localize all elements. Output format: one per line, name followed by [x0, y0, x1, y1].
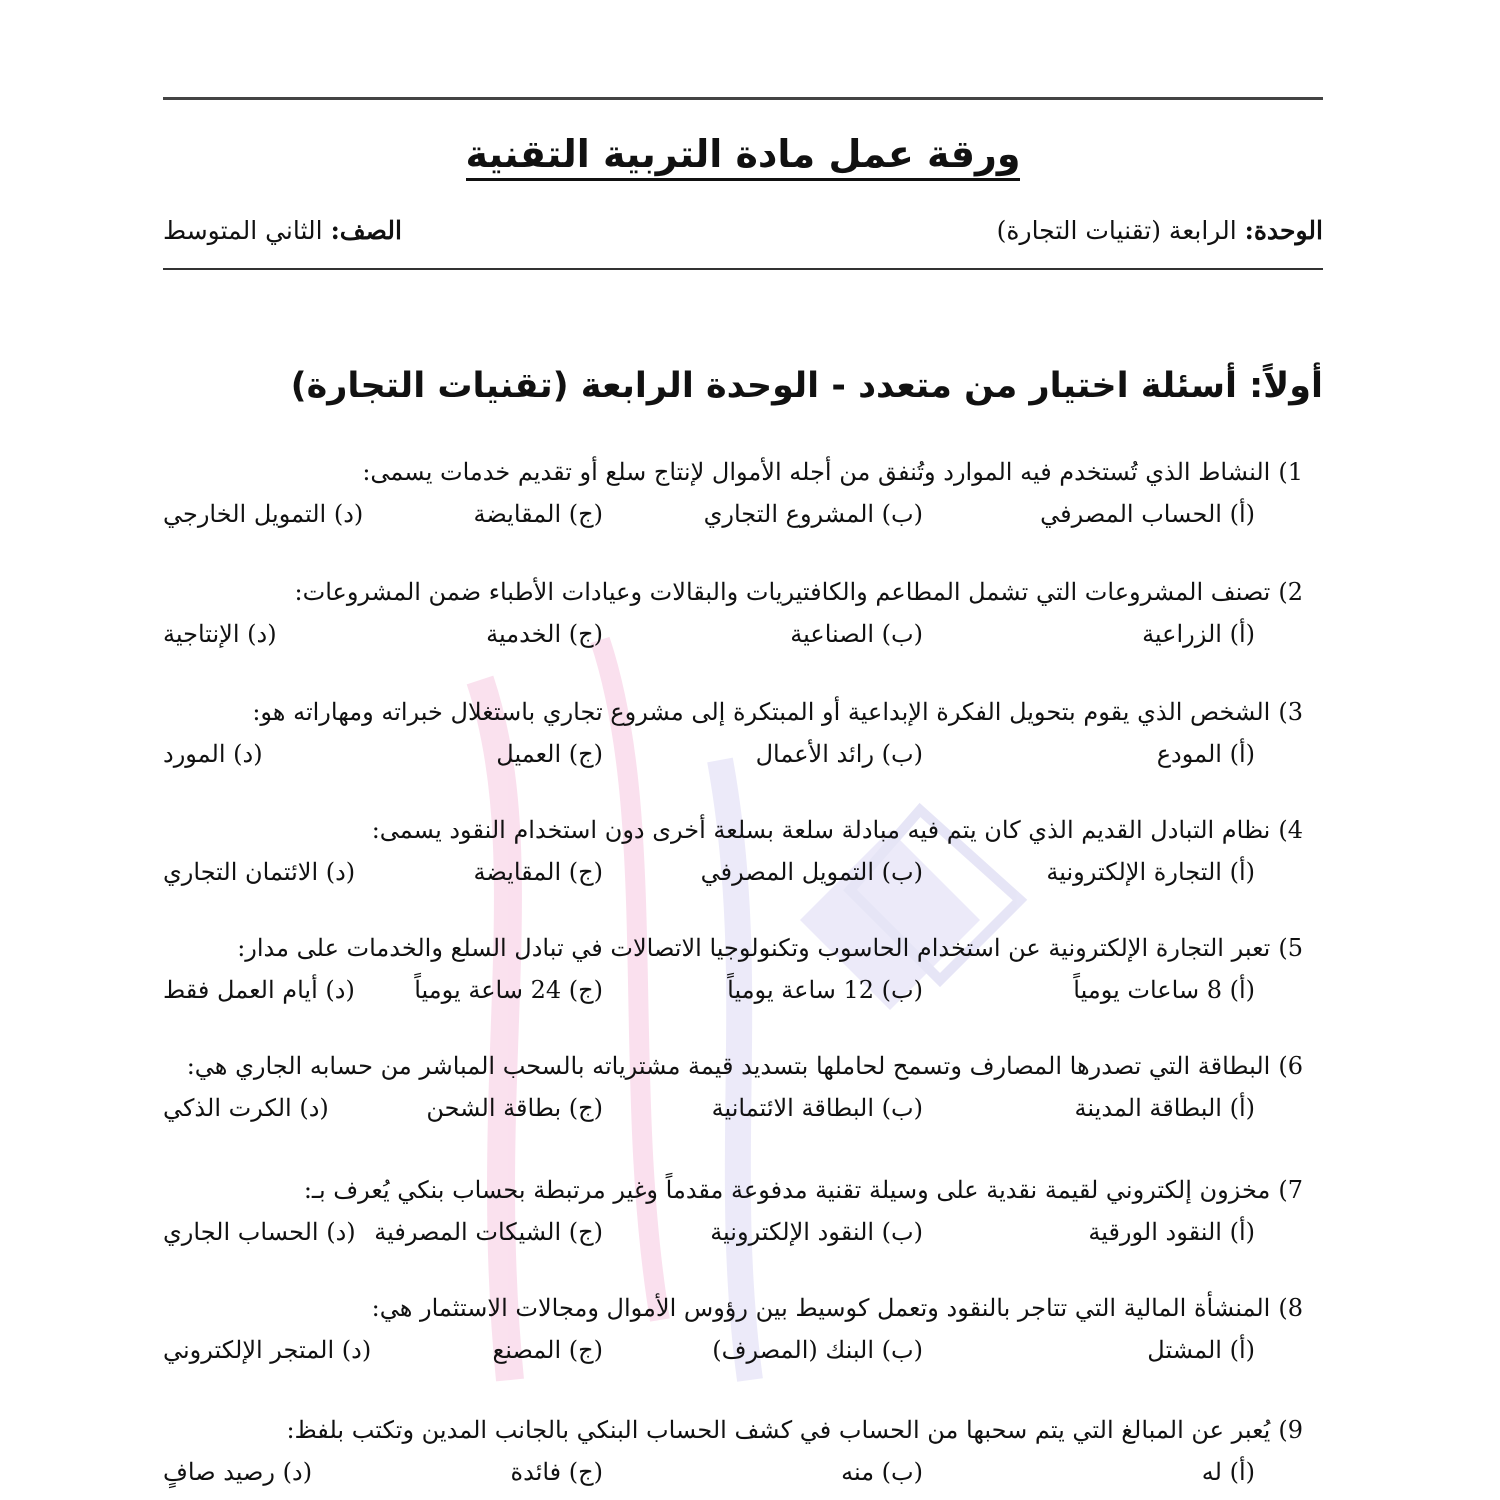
question-number: 7) [1278, 1176, 1303, 1204]
question-text-line [163, 692, 1303, 732]
answer-option-a[interactable]: (أ) النقود الورقية [1088, 1218, 1255, 1246]
unit-info [997, 206, 1323, 256]
answer-option-c[interactable]: (ج) المصنع [492, 1336, 603, 1364]
answer-option-a[interactable]: (أ) المشتل [1147, 1336, 1255, 1364]
answer-option-a[interactable]: (أ) التجارة الإلكترونية [1046, 858, 1255, 886]
question-item [163, 452, 1303, 536]
options-row [163, 1210, 1303, 1254]
answer-option-b[interactable]: (ب) التمويل المصرفي [700, 858, 923, 886]
answer-option-d[interactable]: (د) رصيد صافٍ [163, 1458, 313, 1486]
grade-value: الثاني المتوسط [163, 216, 323, 245]
question-number: 6) [1278, 1052, 1303, 1080]
unit-value: الرابعة (تقنيات التجارة) [996, 216, 1237, 245]
worksheet-title-text: ورقة عمل مادة التربية التقنية [466, 132, 1021, 181]
section-title: أولاً: أسئلة اختيار من متعدد - الوحدة الرابعة (تقنيات التجارة) [290, 366, 1323, 406]
answer-option-a[interactable]: (أ) الحساب المصرفي [1040, 500, 1255, 528]
answer-option-c[interactable]: (ج) المقايضة [473, 500, 603, 528]
options-row [163, 492, 1303, 536]
question-text: يُعبر عن المبالغ التي يتم سحبها من الحساب في كشف الحساب البنكي بالجانب المدين وتكتب بلفظ: [286, 1416, 1271, 1444]
answer-option-b[interactable]: (ب) البنك (المصرف) [712, 1336, 923, 1364]
answer-option-b[interactable]: (ب) 12 ساعة يومياً [727, 976, 923, 1004]
question-item [163, 1410, 1303, 1494]
answer-option-c[interactable]: (ج) فائدة [510, 1458, 603, 1486]
answer-option-d[interactable]: (د) أيام العمل فقط [163, 976, 355, 1004]
options-row [163, 1086, 1303, 1130]
options-row [163, 612, 1303, 656]
answer-option-b[interactable]: (ب) المشروع التجاري [703, 500, 923, 528]
answer-option-d[interactable]: (د) الإنتاجية [163, 620, 277, 648]
answer-option-c[interactable]: (ج) المقايضة [473, 858, 603, 886]
question-item [163, 692, 1303, 776]
top-rule [163, 97, 1323, 100]
question-number: 9) [1278, 1416, 1303, 1444]
answer-option-b[interactable]: (ب) رائد الأعمال [755, 740, 923, 768]
question-number: 3) [1278, 698, 1303, 726]
question-item [163, 1170, 1303, 1254]
question-text-line [163, 810, 1303, 850]
question-text-line [163, 572, 1303, 612]
answer-option-d[interactable]: (د) المتجر الإلكتروني [163, 1336, 372, 1364]
answer-option-c[interactable]: (ج) الشيكات المصرفية [374, 1218, 603, 1246]
answer-option-c[interactable]: (ج) 24 ساعة يومياً [414, 976, 603, 1004]
question-text-line [163, 1410, 1303, 1450]
question-number: 4) [1278, 816, 1303, 844]
answer-option-d[interactable]: (د) الحساب الجاري [163, 1218, 356, 1246]
question-item [163, 810, 1303, 894]
answer-option-c[interactable]: (ج) بطاقة الشحن [426, 1094, 603, 1122]
answer-option-b[interactable]: (ب) البطاقة الائتمانية [711, 1094, 923, 1122]
question-text-line [163, 1288, 1303, 1328]
question-text-line [163, 1170, 1303, 1210]
question-number: 8) [1278, 1294, 1303, 1322]
question-text: البطاقة التي تصدرها المصارف وتسمح لحاملها بتسديد قيمة مشترياته بالسحب المباشر من حسابه الجاري هي: [186, 1052, 1271, 1080]
unit-label: الوحدة: [1244, 216, 1323, 245]
question-item [163, 1288, 1303, 1372]
answer-option-c[interactable]: (ج) العميل [496, 740, 603, 768]
answer-option-d[interactable]: (د) الائتمان التجاري [163, 858, 356, 886]
options-row [163, 732, 1303, 776]
question-number: 2) [1278, 578, 1303, 606]
answer-option-d[interactable]: (د) التمويل الخارجي [163, 500, 364, 528]
grade-label: الصف: [330, 216, 402, 245]
question-text-line [163, 928, 1303, 968]
options-row [163, 850, 1303, 894]
answer-option-b[interactable]: (ب) منه [841, 1458, 923, 1486]
question-text-line [163, 1046, 1303, 1086]
question-text: المنشأة المالية التي تتاجر بالنقود وتعمل كوسيط بين رؤوس الأموال ومجالات الاستثمار هي: [371, 1294, 1271, 1322]
worksheet-title [163, 126, 1323, 182]
question-text: مخزون إلكتروني لقيمة نقدية على وسيلة تقنية مدفوعة مقدماً وغير مرتبطة بحساب بنكي يُعرف بـ: [303, 1176, 1271, 1204]
answer-option-a[interactable]: (أ) البطاقة المدينة [1074, 1094, 1255, 1122]
answer-option-c[interactable]: (ج) الخدمية [486, 620, 603, 648]
question-text-line [163, 452, 1303, 492]
question-text: النشاط الذي تُستخدم فيه الموارد وتُنفق من أجله الأموال لإنتاج سلع أو تقديم خدمات يسمى: [362, 458, 1271, 486]
question-item [163, 572, 1303, 656]
question-text: تصنف المشروعات التي تشمل المطاعم والكافتيريات والبقالات وعيادات الأطباء ضمن المشروعات: [294, 578, 1271, 606]
question-text: الشخص الذي يقوم بتحويل الفكرة الإبداعية أو المبتكرة إلى مشروع تجاري باستغلال خبراته ومهاراته هو: [252, 698, 1271, 726]
answer-option-b[interactable]: (ب) الصناعية [790, 620, 923, 648]
answer-option-b[interactable]: (ب) النقود الإلكترونية [710, 1218, 923, 1246]
question-text: تعبر التجارة الإلكترونية عن استخدام الحاسوب وتكنولوجيا الاتصالات في تبادل السلع والخدمات على مدار: [237, 934, 1271, 962]
answer-option-a[interactable]: (أ) المودع [1156, 740, 1255, 768]
question-item [163, 928, 1303, 1012]
header-rule [163, 268, 1323, 270]
meta-row [163, 206, 1323, 256]
answer-option-d[interactable]: (د) الكرت الذكي [163, 1094, 329, 1122]
options-row [163, 968, 1303, 1012]
question-number: 1) [1278, 458, 1303, 486]
answer-option-a[interactable]: (أ) الزراعية [1142, 620, 1255, 648]
options-row [163, 1450, 1303, 1494]
answer-option-d[interactable]: (د) المورد [163, 740, 263, 768]
question-text: نظام التبادل القديم الذي كان يتم فيه مبادلة سلعة بسلعة أخرى دون استخدام النقود يسمى: [371, 816, 1271, 844]
options-row [163, 1328, 1303, 1372]
question-item [163, 1046, 1303, 1130]
grade-info [163, 206, 402, 256]
answer-option-a[interactable]: (أ) 8 ساعات يومياً [1073, 976, 1255, 1004]
answer-option-a[interactable]: (أ) له [1201, 1458, 1255, 1486]
question-number: 5) [1278, 934, 1303, 962]
